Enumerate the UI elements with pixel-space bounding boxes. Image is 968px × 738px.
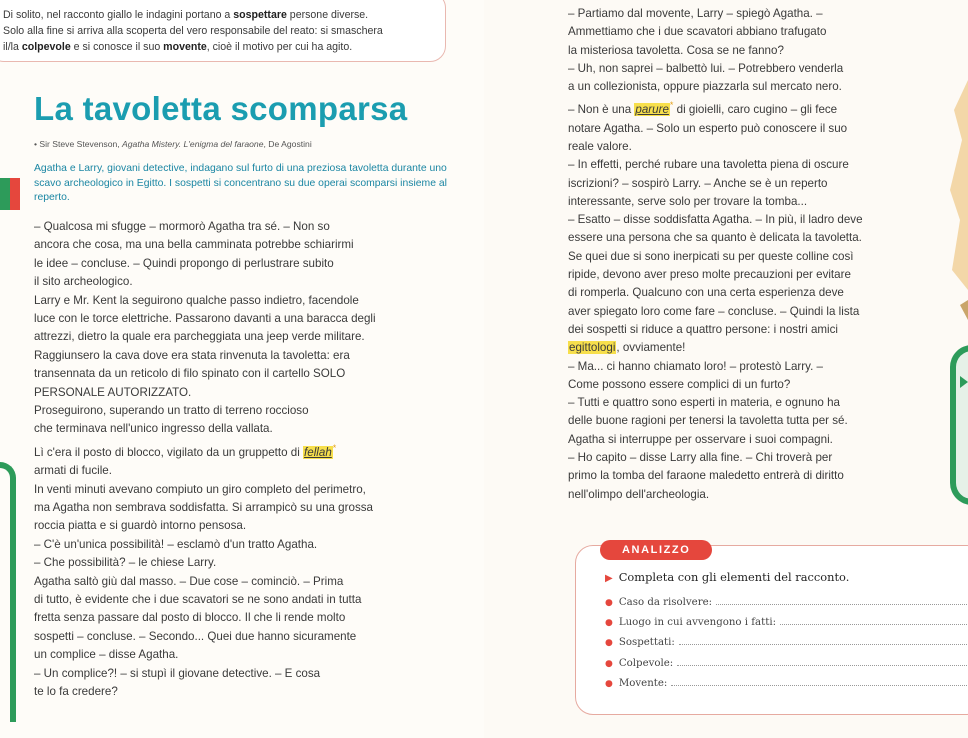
bullet-icon: ●: [605, 658, 613, 669]
story-line: iscrizioni? – sospirò Larry. – Anche se è un reperto: [568, 176, 828, 190]
story-line: PERSONALE AUTORIZZATO.: [34, 385, 192, 399]
story-line: – Uh, non saprei – balbettò lui. – Potrebbero venderla: [568, 61, 844, 75]
story-text-right: [568, 5, 964, 504]
story-line: ripide, devono aver preso molte precauzioni per evitare: [568, 268, 851, 282]
story-line: – Tutti e quattro sono esperti in materia, e ognuno ha: [568, 396, 840, 410]
bullet-icon: ●: [605, 638, 613, 649]
story-line: Se quei due si sono inerpicati su per queste colline così: [568, 249, 854, 263]
intro-text: e si conosce il suo: [70, 41, 164, 53]
story-line: ma Agatha non sembrava soddisfatta. Si arrampicò su una grossa: [34, 500, 373, 514]
story-line: reale valore.: [568, 139, 632, 153]
story-line: te lo fa credere?: [34, 685, 118, 699]
story-line: Proseguirono, superando un tratto di terreno roccioso: [34, 404, 309, 418]
story-line: di tutto, è evidente che i due scavatori se ne sono andati in tutta: [34, 592, 362, 606]
bullet-icon: ●: [605, 618, 613, 629]
story-line: che terminava nell'unico ingresso della vallata.: [34, 422, 273, 436]
story-line: – C'è un'unica possibilità! – esclamò d'un tratto Agatha.: [34, 537, 318, 551]
story-line: notare Agatha. – Solo un esperto può conoscere il suo: [568, 121, 848, 135]
exercise-item: [605, 613, 967, 633]
story-text: Lì c'era il posto di blocco, vigilato da un gruppetto di: [34, 445, 304, 459]
story-line: essere una persona che sa quanto è delicata la tavoletta.: [568, 231, 862, 245]
bullet-icon: ●: [605, 678, 613, 689]
exercise-instruction: [605, 570, 849, 584]
story-line: Raggiunsero la cava dove era stata rinvenuta la tavoletta: era: [34, 348, 350, 362]
glossary-star-icon: *: [332, 442, 337, 453]
story-line: a un collezionista, oppure piazzarla sul mercato nero.: [568, 80, 842, 94]
story-text-left: [34, 218, 464, 701]
source-publisher: , De Agostini: [263, 139, 312, 149]
page-title: La tavoletta scomparsa: [34, 90, 408, 127]
story-line: dei sospetti si riduce a quattro persone: i nostri amici: [568, 322, 839, 336]
story-text: , ovviamente!: [616, 341, 686, 355]
analizzo-tab: ANALIZZO: [600, 540, 712, 560]
story-line: – Un complice?! – si stupì il giovane detective. – E cosa: [34, 666, 321, 680]
story-line: fretta senza passare dal posto di blocco. Il che li rende molto: [34, 611, 346, 625]
exercise-list: [605, 593, 967, 694]
story-line: – Ho capito – disse Larry alla fine. – Chi troverà per: [568, 450, 833, 464]
answer-line[interactable]: [780, 614, 967, 625]
story-line: un complice – disse Agatha.: [34, 648, 179, 662]
intro-text: il/la: [3, 41, 22, 53]
story-line: – Esatto – disse soddisfatta Agatha. – In più, il ladro deve: [568, 213, 863, 227]
story-line: il sito archeologico.: [34, 275, 133, 289]
source-work: Agatha Mistery. L'enigma del faraone: [122, 139, 264, 149]
exercise-label: Colpevole:: [618, 657, 674, 669]
story-line: [568, 339, 964, 357]
story-line: interessante, serve solo per trovare la tomba...: [568, 194, 808, 208]
story-line: – Ma... ci hanno chiamato loro! – protestò Larry. –: [568, 359, 823, 373]
source-author: • Sir Steve Stevenson,: [34, 139, 123, 149]
keyword-colpevole: colpevole: [21, 41, 71, 53]
exercise-label: Luogo in cui avvengono i fatti:: [618, 617, 777, 629]
green-tab-right[interactable]: [950, 345, 968, 505]
bullet-icon: ●: [605, 598, 613, 608]
story-line: – Partiamo dal movente, Larry – spiegò Agatha. –: [568, 7, 823, 20]
green-frame-left: [0, 462, 16, 722]
story-line: In venti minuti avevano compiuto un giro completo del perimetro,: [34, 482, 366, 496]
story-line: Agatha saltò giù dal masso. – Due cose – cominciò. – Prima: [34, 574, 344, 588]
exercise-item: [605, 654, 967, 674]
glossary-star-icon: *: [669, 100, 674, 111]
story-line: ancora che cosa, ma una bella camminata potrebbe schiarirmi: [34, 238, 354, 252]
glossary-word-parure[interactable]: parure: [635, 103, 669, 117]
story-line: transennata da un reticolo di filo spinato con il cartello SOLO: [34, 367, 346, 381]
story-line: la misteriosa tavoletta. Cosa se ne fanno?: [568, 43, 784, 57]
red-green-decoration: [0, 178, 20, 210]
story-line: roccia piatta e si guardò intorno pensosa.: [34, 519, 247, 533]
glossary-word-fellah[interactable]: fellah: [304, 445, 332, 459]
source-credit: [34, 139, 312, 149]
story-line: primo la tomba del faraone maledetto entrerà di diritto: [568, 469, 844, 483]
story-line: sospetti – concluse. – Secondo... Quei due hanno sicuramente: [34, 629, 357, 643]
story-line: [568, 96, 964, 119]
highlight-egittologi: egittologi: [569, 341, 616, 355]
intro-box: [0, 0, 446, 62]
exercise-label: Movente:: [618, 677, 668, 689]
exercise-label: Caso da risolvere:: [618, 597, 713, 608]
intro-text: , cioè il motivo per cui ha agito.: [206, 41, 353, 53]
story-line: delle buone ragioni per tenersi la tavoletta tutta per sé.: [568, 414, 848, 428]
exercise-item: [605, 593, 967, 613]
answer-line[interactable]: [677, 655, 967, 666]
story-text: – Non è una: [568, 103, 635, 117]
intro-text: Di solito, nel racconto giallo le indagini portano a: [3, 9, 234, 21]
intro-text: persone diverse.: [286, 9, 369, 21]
story-line: – Che possibilità? – le chiese Larry.: [34, 556, 217, 570]
triangle-bullet-icon: ▶: [605, 573, 613, 584]
exercise-label: Sospettati:: [618, 637, 675, 649]
keyword-movente: movente: [163, 41, 207, 53]
story-line: armati di fucile.: [34, 464, 112, 478]
answer-line[interactable]: [671, 675, 967, 686]
story-line: Come possono essere complici di un furto?: [568, 377, 791, 391]
story-line: nell'olimpo dell'archeologia.: [568, 487, 710, 501]
story-line: luce con le torce elettriche. Passarono davanti a una baracca degli: [34, 312, 376, 326]
instruction-text: Completa con gli elementi del racconto.: [618, 570, 850, 584]
story-line: Ammettiamo che i due scavatori abbiano trafugato: [568, 25, 827, 39]
story-line: attrezzi, dietro la quale era parcheggiata una jeep verde militare.: [34, 330, 365, 344]
exercise-item: [605, 633, 967, 653]
story-line: aver spiegato loro come fare – concluse. – Quindi la lista: [568, 304, 860, 318]
story-text: di gioielli, caro cugino – gli fece: [673, 103, 838, 117]
story-line: di romperla. Qualcuno con una certa esperienza deve: [568, 286, 844, 300]
answer-line[interactable]: [679, 634, 967, 645]
exercise-item: [605, 674, 967, 694]
story-line: Larry e Mr. Kent la seguirono qualche passo indietro, facendole: [34, 293, 359, 307]
story-line: – In effetti, perché rubare una tavoletta piena di oscure: [568, 158, 849, 172]
story-line: – Qualcosa mi sfugge – mormorò Agatha tra sé. – Non so: [34, 220, 330, 233]
story-summary: Agatha e Larry, giovani detective, indagano sul furto di una preziosa tavoletta durante uno scavo archeologico in Egitto. I sospetti si concentrano su due operai scomparsi insieme al reperto.: [34, 163, 447, 203]
story-line: Agatha si interruppe per osservare i suoi compagni.: [568, 432, 833, 446]
answer-line[interactable]: [716, 594, 967, 605]
intro-text: Solo alla fine si arriva alla scoperta del vero responsabile del reato: si smaschera: [3, 25, 383, 37]
story-line: le idee – concluse. – Quindi propongo di perlustrare subito: [34, 256, 334, 270]
keyword-sospettare: sospettare: [233, 9, 287, 21]
play-icon[interactable]: [960, 376, 968, 388]
story-line: [34, 439, 464, 462]
